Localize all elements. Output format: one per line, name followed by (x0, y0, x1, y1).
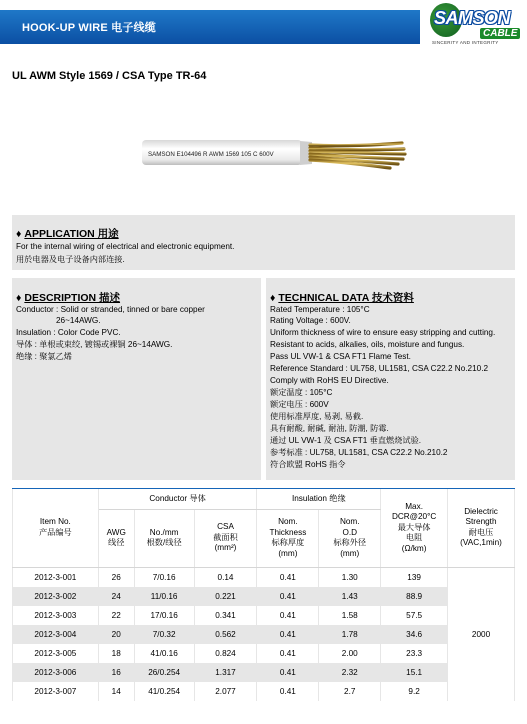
cell-csa: 0.14 (194, 567, 257, 587)
samson-cable-logo (424, 2, 524, 48)
table-row (13, 663, 515, 682)
cell-od: 1.58 (319, 606, 381, 625)
header-dielectric-strength: Dielectric Strength 耐电压 (VAC,1min) (448, 489, 515, 567)
diamond-bullet-icon: ♦ (270, 292, 276, 304)
table-row (13, 625, 515, 644)
technical-line: 额定温度 : 105°C (270, 388, 333, 397)
cell-no-mm: 26/0.254 (134, 663, 194, 682)
cell-csa: 1.317 (194, 663, 257, 682)
cell-thickness: 0.41 (257, 587, 319, 606)
cell-awg: 14 (98, 682, 134, 701)
cell-item: 2012-3-007 (13, 682, 99, 701)
header-max-dcr: Max. DCR@20°C 最大导体 电阻 (Ω/km) (381, 489, 448, 567)
technical-line: Reference Standard : UL758, UL1581, CSA C22.2 No.210.2 (270, 364, 489, 373)
cell-item: 2012-3-001 (13, 567, 99, 587)
cell-no-mm: 17/0.16 (134, 606, 194, 625)
cell-no-mm: 41/0.254 (134, 682, 194, 701)
wire-print: SAMSON E104496 R AWM 1569 105 C 600V (148, 151, 274, 158)
technical-line: 具有耐酸, 耐碱, 耐油, 防潮, 防霉. (270, 424, 389, 433)
diamond-bullet-icon: ♦ (16, 292, 22, 304)
cell-thickness: 0.41 (257, 682, 319, 701)
table-row (13, 644, 515, 663)
technical-line: 符合欧盟 RoHS 指令 (270, 460, 346, 469)
cell-awg: 16 (98, 663, 134, 682)
cell-item: 2012-3-003 (13, 606, 99, 625)
description-line: Conductor : Solid or stranded, tinned or bare copper (16, 305, 205, 314)
cell-no-mm: 7/0.32 (134, 625, 194, 644)
technical-line: 参考标准 : UL758, UL1581, CSA C22.2 No.210.2 (270, 448, 448, 457)
cell-no-mm: 11/0.16 (134, 587, 194, 606)
technical-line: Pass UL VW-1 & CSA FT1 Flame Test. (270, 352, 411, 361)
cell-csa: 0.562 (194, 625, 257, 644)
description-line: Insulation : Color Code PVC. (16, 328, 121, 337)
header-conductor: Conductor 导体 (98, 489, 257, 509)
cell-od: 2.7 (319, 682, 381, 701)
application-title: ♦ APPLICATION 用途 (16, 228, 119, 240)
cell-awg: 20 (98, 625, 134, 644)
diamond-bullet-icon: ♦ (16, 228, 22, 240)
technical-title: ♦ TECHNICAL DATA 技术资料 (270, 292, 414, 304)
header-title: HOOK-UP WIRE 电子线缆 (22, 22, 156, 34)
cell-csa: 0.341 (194, 606, 257, 625)
logo-brand: SAMSON (434, 8, 511, 28)
logo-cable: CABLE (480, 28, 520, 39)
cell-od: 1.30 (319, 567, 381, 587)
cell-item: 2012-3-002 (13, 587, 99, 606)
header-awg: AWG 线径 (98, 509, 134, 567)
description-line: 导体 : 单根或束绞, 镀锡或裸铜 26~14AWG. (16, 340, 173, 349)
cell-dcr: 15.1 (381, 663, 448, 682)
cell-item: 2012-3-004 (13, 625, 99, 644)
table-row (13, 587, 515, 606)
header-nom-od: Nom. O.D 标称外径 (mm) (319, 509, 381, 567)
technical-line: 使用标准厚度, 易剥, 易截. (270, 412, 364, 421)
cell-item: 2012-3-005 (13, 644, 99, 663)
cell-item: 2012-3-006 (13, 663, 99, 682)
cell-awg: 24 (98, 587, 134, 606)
header-no-mm: No./mm 根数/线径 (134, 509, 194, 567)
table-row (13, 567, 515, 587)
technical-line: Rated Temperature : 105°C (270, 305, 370, 314)
cell-dielectric-strength: 2000 (448, 567, 515, 701)
product-subtitle: UL AWM Style 1569 / CSA Type TR-64 (12, 70, 207, 82)
cell-od: 2.32 (319, 663, 381, 682)
description-title: ♦ DESCRIPTION 描述 (16, 292, 121, 304)
spec-table (12, 489, 515, 701)
cell-thickness: 0.41 (257, 567, 319, 587)
cell-awg: 22 (98, 606, 134, 625)
cell-od: 1.78 (319, 625, 381, 644)
header-csa: CSA 截面积 (mm²) (194, 509, 257, 567)
application-line: For the internal wiring of electrical and electronic equipment. (16, 242, 235, 251)
technical-line: Uniform thickness of wire to ensure easy stripping and cutting. (270, 328, 496, 337)
header-nom-thickness: Nom. Thickness 标称厚度 (mm) (257, 509, 319, 567)
cell-dcr: 34.6 (381, 625, 448, 644)
cell-csa: 2.077 (194, 682, 257, 701)
technical-line: Resistant to acids, alkalies, oils, moisture and fungus. (270, 340, 465, 349)
wire-photo (140, 135, 410, 175)
table-row (13, 606, 515, 625)
cell-no-mm: 7/0.16 (134, 567, 194, 587)
description-line: 绝缘 : 聚氯乙烯 (16, 352, 72, 361)
table-row (13, 682, 515, 701)
cell-csa: 0.824 (194, 644, 257, 663)
cell-dcr: 23.3 (381, 644, 448, 663)
cell-awg: 18 (98, 644, 134, 663)
cell-awg: 26 (98, 567, 134, 587)
cell-thickness: 0.41 (257, 644, 319, 663)
cell-dcr: 9.2 (381, 682, 448, 701)
cell-thickness: 0.41 (257, 606, 319, 625)
cell-csa: 0.221 (194, 587, 257, 606)
header-insulation: Insulation 绝缘 (257, 489, 381, 509)
technical-line: Comply with RoHS EU Directive. (270, 376, 389, 385)
cell-thickness: 0.41 (257, 663, 319, 682)
header-item-no: Item No. 产品编号 (13, 489, 99, 567)
cell-od: 1.43 (319, 587, 381, 606)
cell-dcr: 57.5 (381, 606, 448, 625)
technical-line: 通过 UL VW-1 及 CSA FT1 垂直燃烧试验. (270, 436, 422, 445)
page-header (0, 0, 527, 50)
cell-dcr: 88.9 (381, 587, 448, 606)
logo-tagline: SINCERITY AND INTEGRITY (432, 40, 499, 45)
cell-thickness: 0.41 (257, 625, 319, 644)
technical-line: Rating Voltage : 600V. (270, 316, 351, 325)
application-line: 用於电器及电子设备内部连接. (16, 255, 125, 264)
cell-od: 2.00 (319, 644, 381, 663)
cell-dcr: 139 (381, 567, 448, 587)
description-line: 26~14AWG. (56, 316, 101, 325)
cell-no-mm: 41/0.16 (134, 644, 194, 663)
technical-line: 额定电压 : 600V (270, 400, 329, 409)
